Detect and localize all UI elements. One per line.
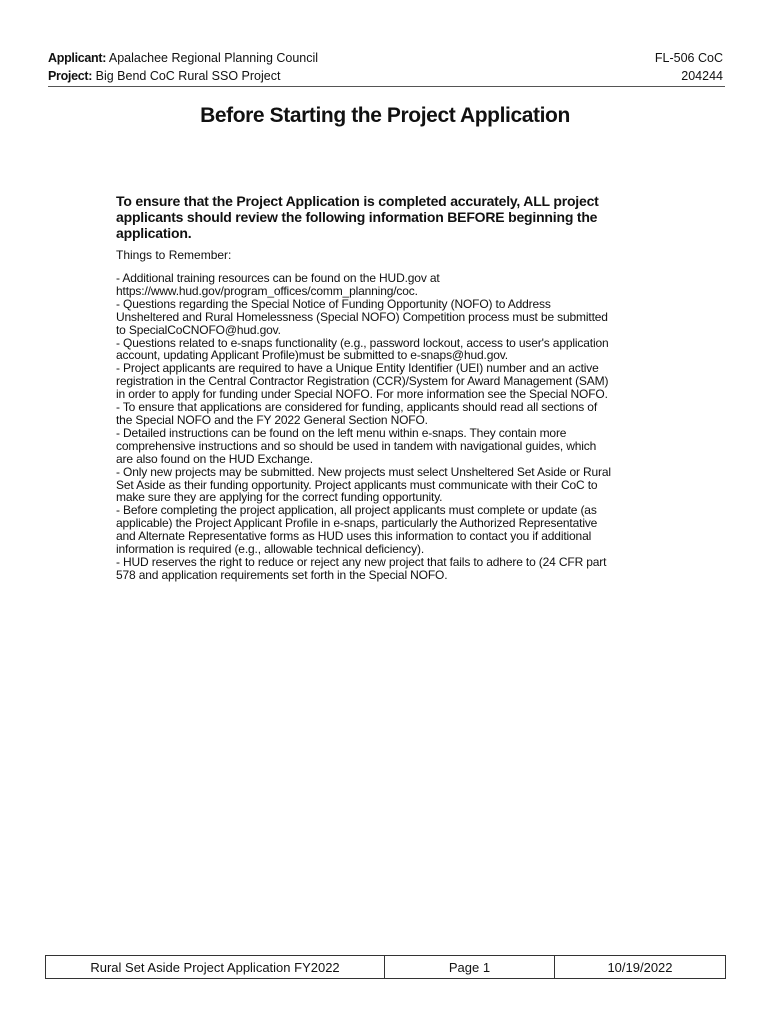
page-header: [48, 48, 725, 87]
page-title: Before Starting the Project Application: [200, 104, 570, 127]
application-number: 204244: [681, 69, 723, 83]
header-right: [655, 49, 723, 85]
page-footer: [45, 955, 726, 979]
things-to-remember-heading: Things to Remember:: [116, 248, 232, 262]
applicant-value: Apalachee Regional Planning Council: [106, 51, 319, 65]
applicant-label: Applicant:: [48, 51, 107, 65]
applicant-line: [48, 49, 318, 67]
intro-notice: To ensure that the Project Application is completed accurately, ALL project applicants should review the following information BEFORE beginning the application.: [116, 193, 599, 241]
footer-page-number: Page 1: [385, 956, 555, 978]
project-label: Project:: [48, 69, 93, 83]
footer-date: 10/19/2022: [607, 959, 673, 975]
form-id: FL-506 CoC: [654, 51, 723, 65]
header-left: [48, 49, 318, 85]
instructions-body: - Additional training resources can be found on the HUD.gov at https://www.hud.gov/program_offices/comm_planning/coc. - Questions regarding the Special Notice of Funding Opportunity (NOFO) to Address Unsheltered and Rural Homelessness (Special NOFO) Competition process must be submitted to SpecialCoCNOFO@hud.gov. - Questions related to e-snaps functionality (e.g., password lockout, access to user's application account, updating Applicant Profile)must be submitted to e-snaps@hud.gov. - Project applicants are required to have a Unique Entity Identifier (UEI) number and an active registration in the Central Contractor Registration (CCR)/System for Award Management (SAM) in order to apply for funding under Special NOFO. For more information see the Special NOFO. - To ensure that applications are considered for funding, applicants should read all sections of the Special NOFO and the FY 2022 General Section NOFO. - Detailed instructions can be found on the left menu within e-snaps. They contain more comprehensive instructions and so should be used in tandem with navigational guides, which are also found on the HUD Exchange. - Only new projects may be submitted. New projects must select Unsheltered Set Aside or Rural Set Aside as their funding opportunity. Project applicants must communicate with their CoC to make sure they are applying for the correct funding opportunity. - Before completing the project application, all project applicants must complete or update (as applicable) the Project Applicant Profile in e-snaps, particularly the Authorized Representative and Alternate Representative forms as HUD uses this information to contact you if additional information is required (e.g., allowable technical deficiency). - HUD reserves the right to reduce or reject any new project that fails to adhere to (24 CFR part 578 and application requirements set forth in the Special NOFO.: [116, 271, 611, 582]
footer-document-name: Rural Set Aside Project Application FY2022: [46, 956, 385, 978]
project-line: [48, 67, 318, 85]
project-value: Big Bend CoC Rural SSO Project: [92, 69, 281, 83]
